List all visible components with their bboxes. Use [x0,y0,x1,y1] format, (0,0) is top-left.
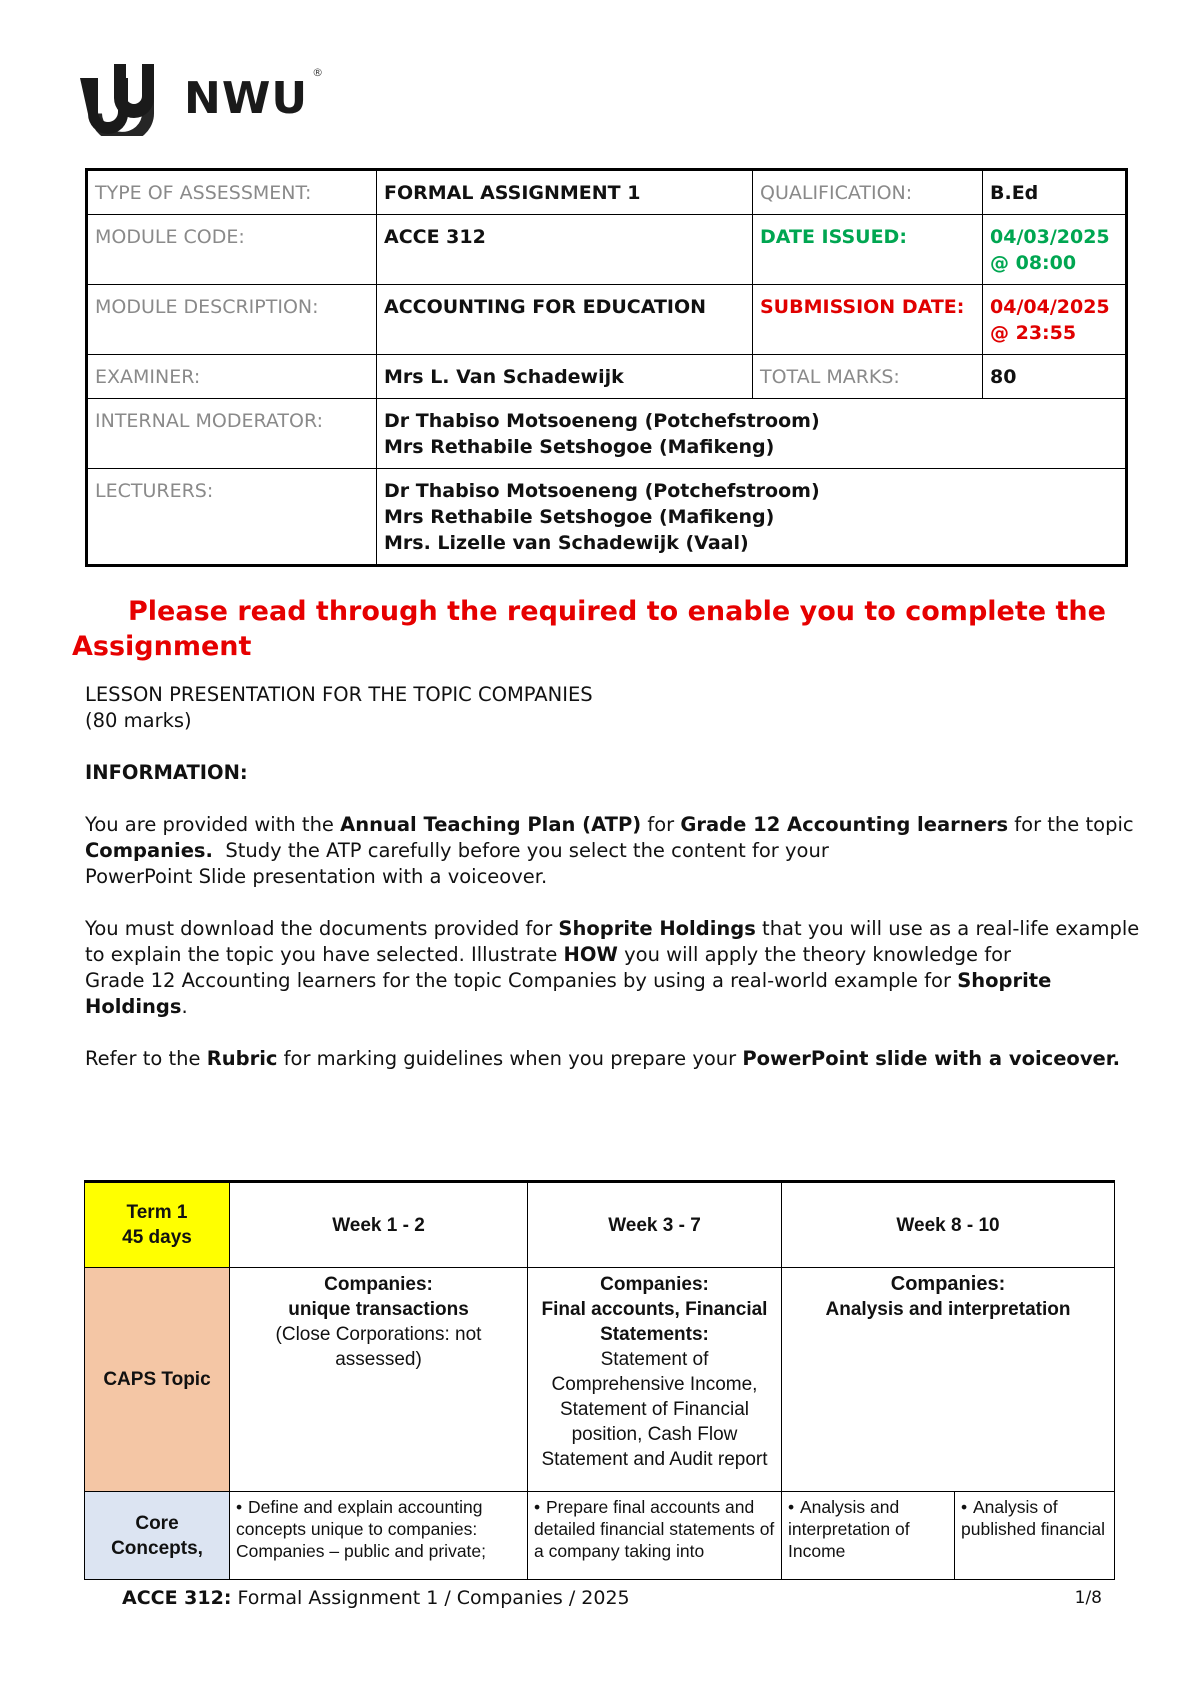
notice-text: Please read through the required to enable you to complete the Assignment [72,596,1106,662]
paragraph-rubric: Refer to the Rubric for marking guidelines when you prepare your PowerPoint slide with a voiceover. [85,1047,1121,1070]
submission-value [983,285,1127,355]
examiner-label: EXAMINER: [87,355,377,399]
nwu-logo [76,58,323,138]
row-examiner [87,355,1127,399]
lecturer-line: Mrs Rethabile Setshogoe (Mafikeng) [384,506,775,528]
topic-week-1-2: Companies: unique transactions (Close Corporations: not assessed) [230,1268,528,1492]
lecturers-label: LECTURERS: [87,469,377,566]
issued-label: DATE ISSUED: [753,215,983,285]
term-cell [85,1182,230,1268]
footer-text: Formal Assignment 1 / Companies / 2025 [231,1587,630,1609]
submission-time: @ 23:55 [990,322,1077,344]
description-value: ACCOUNTING FOR EDUCATION [377,285,753,355]
lecturers-value [377,469,1127,566]
issued-time: @ 08:00 [990,252,1077,274]
topic-week-8-10: Companies: Analysis and interpretation [782,1268,1115,1492]
core-bullet-week-8-10-a: • Analysis and interpretation of Income [782,1492,955,1580]
qualification-value: B.Ed [983,170,1127,215]
marks-value: 80 [983,355,1127,399]
issued-value [983,215,1127,285]
lecturer-line: Mrs. Lizelle van Schadewijk (Vaal) [384,532,749,554]
assignment-notice [72,594,1122,664]
moderator-line: Mrs Rethabile Setshogoe (Mafikeng) [384,436,775,458]
moderator-value [377,399,1127,469]
moderator-label: INTERNAL MODERATOR: [87,399,377,469]
week-8-10: Week 8 - 10 [782,1182,1115,1268]
lecturer-line: Dr Thabiso Motsoeneng (Potchefstroom) [384,480,820,502]
row-type [87,170,1127,215]
paragraph-shoprite: You must download the documents provided for Shoprite Holdings that you will use as a real-life example to explain the topic you have selected. Illustrate HOW you will apply the theory knowledge for [85,917,1140,966]
lesson-heading: LESSON PRESENTATION FOR THE TOPIC COMPANIES [85,683,593,706]
core-concepts-label: Core Concepts, [85,1492,230,1580]
registered-mark: ® [312,66,324,79]
paragraph-atp: You are provided with the Annual Teaching Plan (ATP) for Grade 12 Accounting learners for the topic Companies. Study the ATP carefully before you select the content for your [85,813,1134,862]
row-description [87,285,1127,355]
page-number: 1/8 [1074,1588,1102,1608]
row-moderator [87,399,1127,469]
core-bullet-week-3-7: • Prepare final accounts and detailed financial statements of a company taking into [528,1492,782,1580]
atp-header-row [85,1182,1115,1268]
term-days: 45 days [122,1227,192,1248]
row-code [87,215,1127,285]
assessment-info-table [85,168,1128,567]
submission-label: SUBMISSION DATE: [753,285,983,355]
issued-date: 04/03/2025 [990,226,1110,248]
submission-date: 04/04/2025 [990,296,1110,318]
footer-module-code: ACCE 312: [122,1587,232,1609]
assignment-body [85,682,1145,1072]
type-label: TYPE OF ASSESSMENT: [87,170,377,215]
week-3-7: Week 3 - 7 [528,1182,782,1268]
page-footer [122,1586,1102,1610]
core-bullet-week-8-10-b: • Analysis of published financial [955,1492,1115,1580]
week-1-2: Week 1 - 2 [230,1182,528,1268]
topic-week-3-7: Companies: Final accounts, Financial Statements: Statement of Comprehensive Income, Statement of Financial position, Cash Flow Statement and Audit report [528,1268,782,1492]
logo-wordmark: NWU [184,72,309,124]
qualification-label: QUALIFICATION: [753,170,983,215]
annual-teaching-plan-table [84,1180,1115,1580]
marks-label: TOTAL MARKS: [753,355,983,399]
moderator-line: Dr Thabiso Motsoeneng (Potchefstroom) [384,410,820,432]
atp-core-row [85,1492,1115,1580]
information-heading: INFORMATION: [85,761,248,784]
examiner-value: Mrs L. Van Schadewijk [377,355,753,399]
term-name: Term 1 [126,1202,188,1223]
marks-heading: (80 marks) [85,709,192,732]
paragraph-atp-cont: PowerPoint Slide presentation with a voiceover. [85,865,548,888]
code-label: MODULE CODE: [87,215,377,285]
paragraph-shoprite-cont: Grade 12 Accounting learners for the topic Companies by using a real-world example for Shoprite Holdings. [85,969,1052,1018]
caps-topic-label: CAPS Topic [85,1268,230,1492]
atp-topic-row [85,1268,1115,1492]
nwu-logo-mark-icon [76,60,172,136]
description-label: MODULE DESCRIPTION: [87,285,377,355]
code-value: ACCE 312 [377,215,753,285]
type-value: FORMAL ASSIGNMENT 1 [377,170,753,215]
row-lecturers [87,469,1127,566]
core-bullet-week-1-2: • Define and explain accounting concepts unique to companies: Companies – public and private; [230,1492,528,1580]
